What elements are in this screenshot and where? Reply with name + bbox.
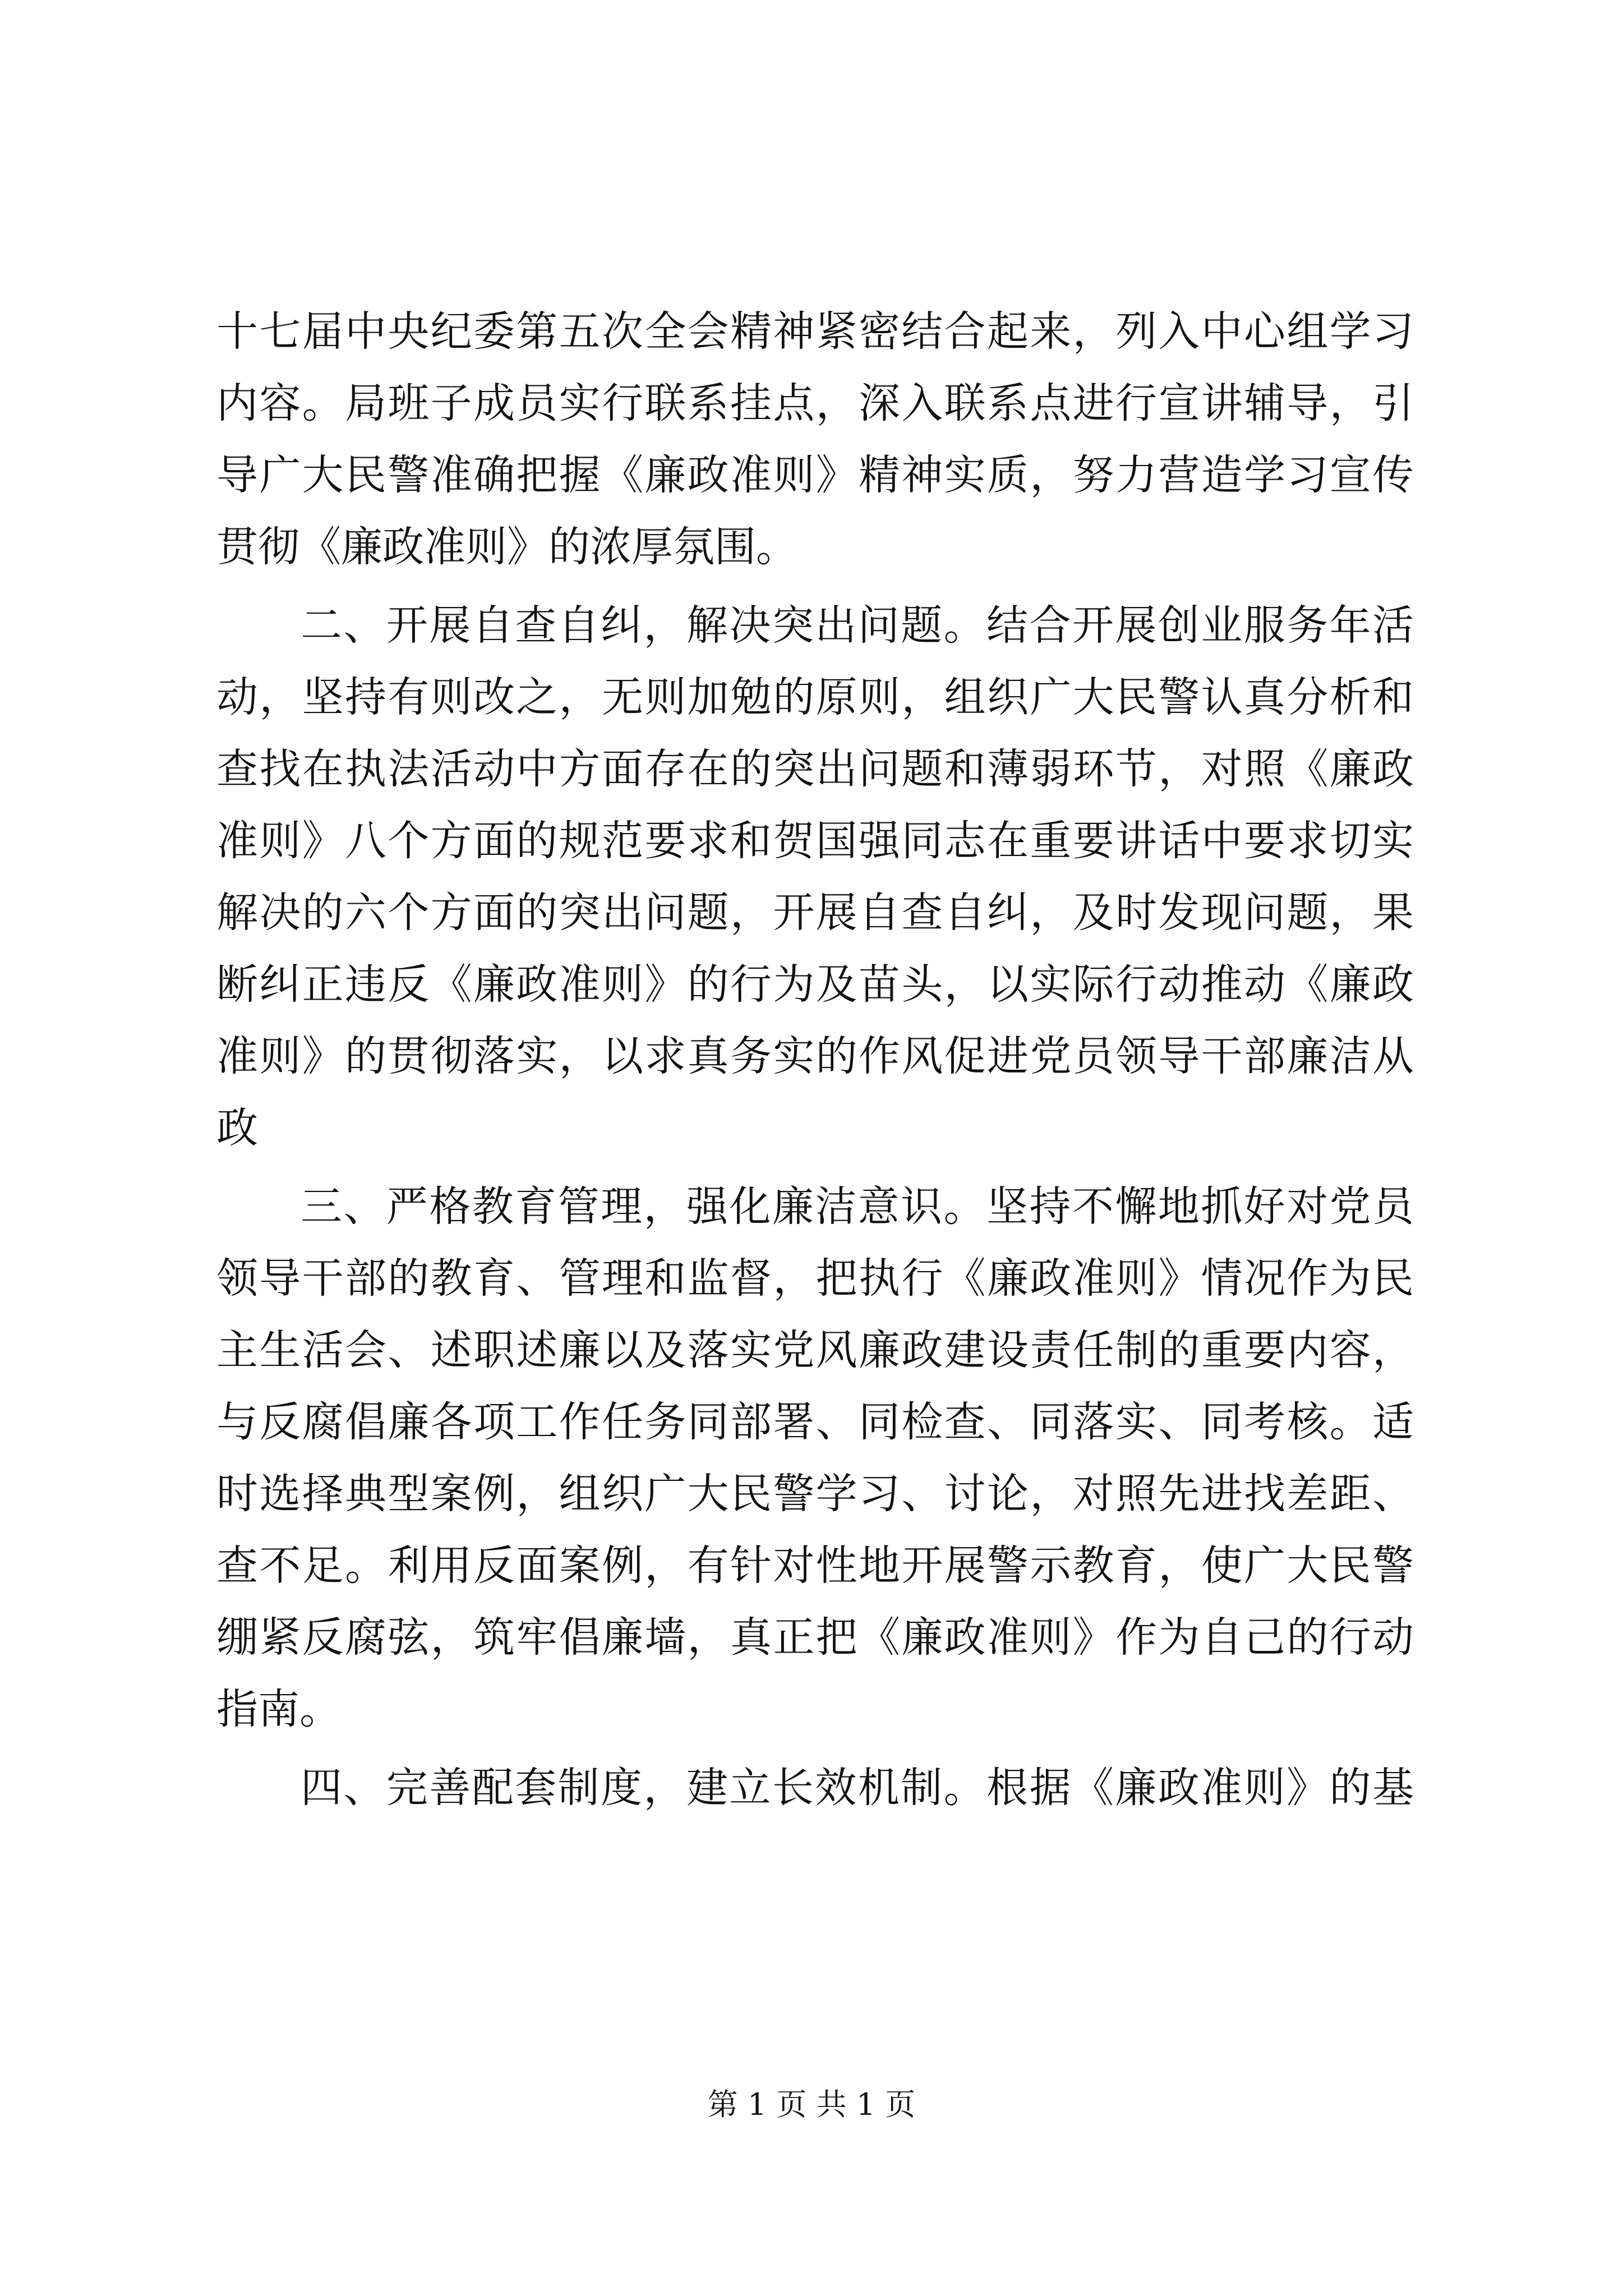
text-line: 绷紧反腐弦，筑牢倡廉墙，真正把《廉政准则》作为自己的行动 xyxy=(216,1613,1414,1662)
text-line: 十七届中央纪委第五次全会精神紧密结合起来，列入中心组学习 xyxy=(216,307,1414,356)
text-line: 查找在执法活动中方面存在的突出问题和薄弱环节，对照《廉政 xyxy=(216,745,1414,793)
text-line: 断纠正违反《廉政准则》的行为及苗头，以实际行动推动《廉政 xyxy=(216,960,1414,1009)
text-line: 贯彻《廉政准则》的浓厚氛围。 xyxy=(216,523,797,571)
text-line: 时选择典型案例，组织广大民警学习、讨论，对照先进找差距、 xyxy=(216,1470,1414,1518)
paragraph-start-line: 二、开展自查自纠，解决突出问题。结合开展创业服务年活 xyxy=(301,601,1414,650)
text-line: 动，坚持有则改之，无则加勉的原则，组织广大民警认真分析和 xyxy=(216,673,1414,721)
paragraph-start-line: 四、完善配套制度，建立长效机制。根据《廉政准则》的基 xyxy=(301,1764,1414,1812)
text-line: 与反腐倡廉各项工作任务同部署、同检查、同落实、同考核。适 xyxy=(216,1398,1414,1446)
page-footer: 第 1 页 共 1 页 xyxy=(707,2087,916,2122)
text-line: 指南。 xyxy=(216,1685,341,1733)
text-line: 领导干部的教育、管理和监督，把执行《廉政准则》情况作为民 xyxy=(216,1254,1414,1303)
text-line: 主生活会、述职述廉以及落实党风廉政建设责任制的重要内容， xyxy=(216,1326,1414,1374)
text-line: 政 xyxy=(216,1104,258,1152)
paragraph-start-line: 三、严格教育管理，强化廉洁意识。坚持不懈地抓好对党员 xyxy=(301,1182,1414,1231)
text-line: 准则》八个方面的规范要求和贺国强同志在重要讲话中要求切实 xyxy=(216,817,1414,865)
text-line: 解决的六个方面的突出问题，开展自查自纠，及时发现问题，果 xyxy=(216,889,1414,937)
text-line: 导广大民警准确把握《廉政准则》精神实质，努力营造学习宣传 xyxy=(216,451,1414,499)
text-line: 查不足。利用反面案例，有针对性地开展警示教育，使广大民警 xyxy=(216,1542,1414,1590)
text-line: 准则》的贯彻落实，以求真务实的作风促进党员领导干部廉洁从 xyxy=(216,1032,1414,1080)
text-line: 内容。局班子成员实行联系挂点，深入联系点进行宣讲辅导，引 xyxy=(216,379,1414,427)
